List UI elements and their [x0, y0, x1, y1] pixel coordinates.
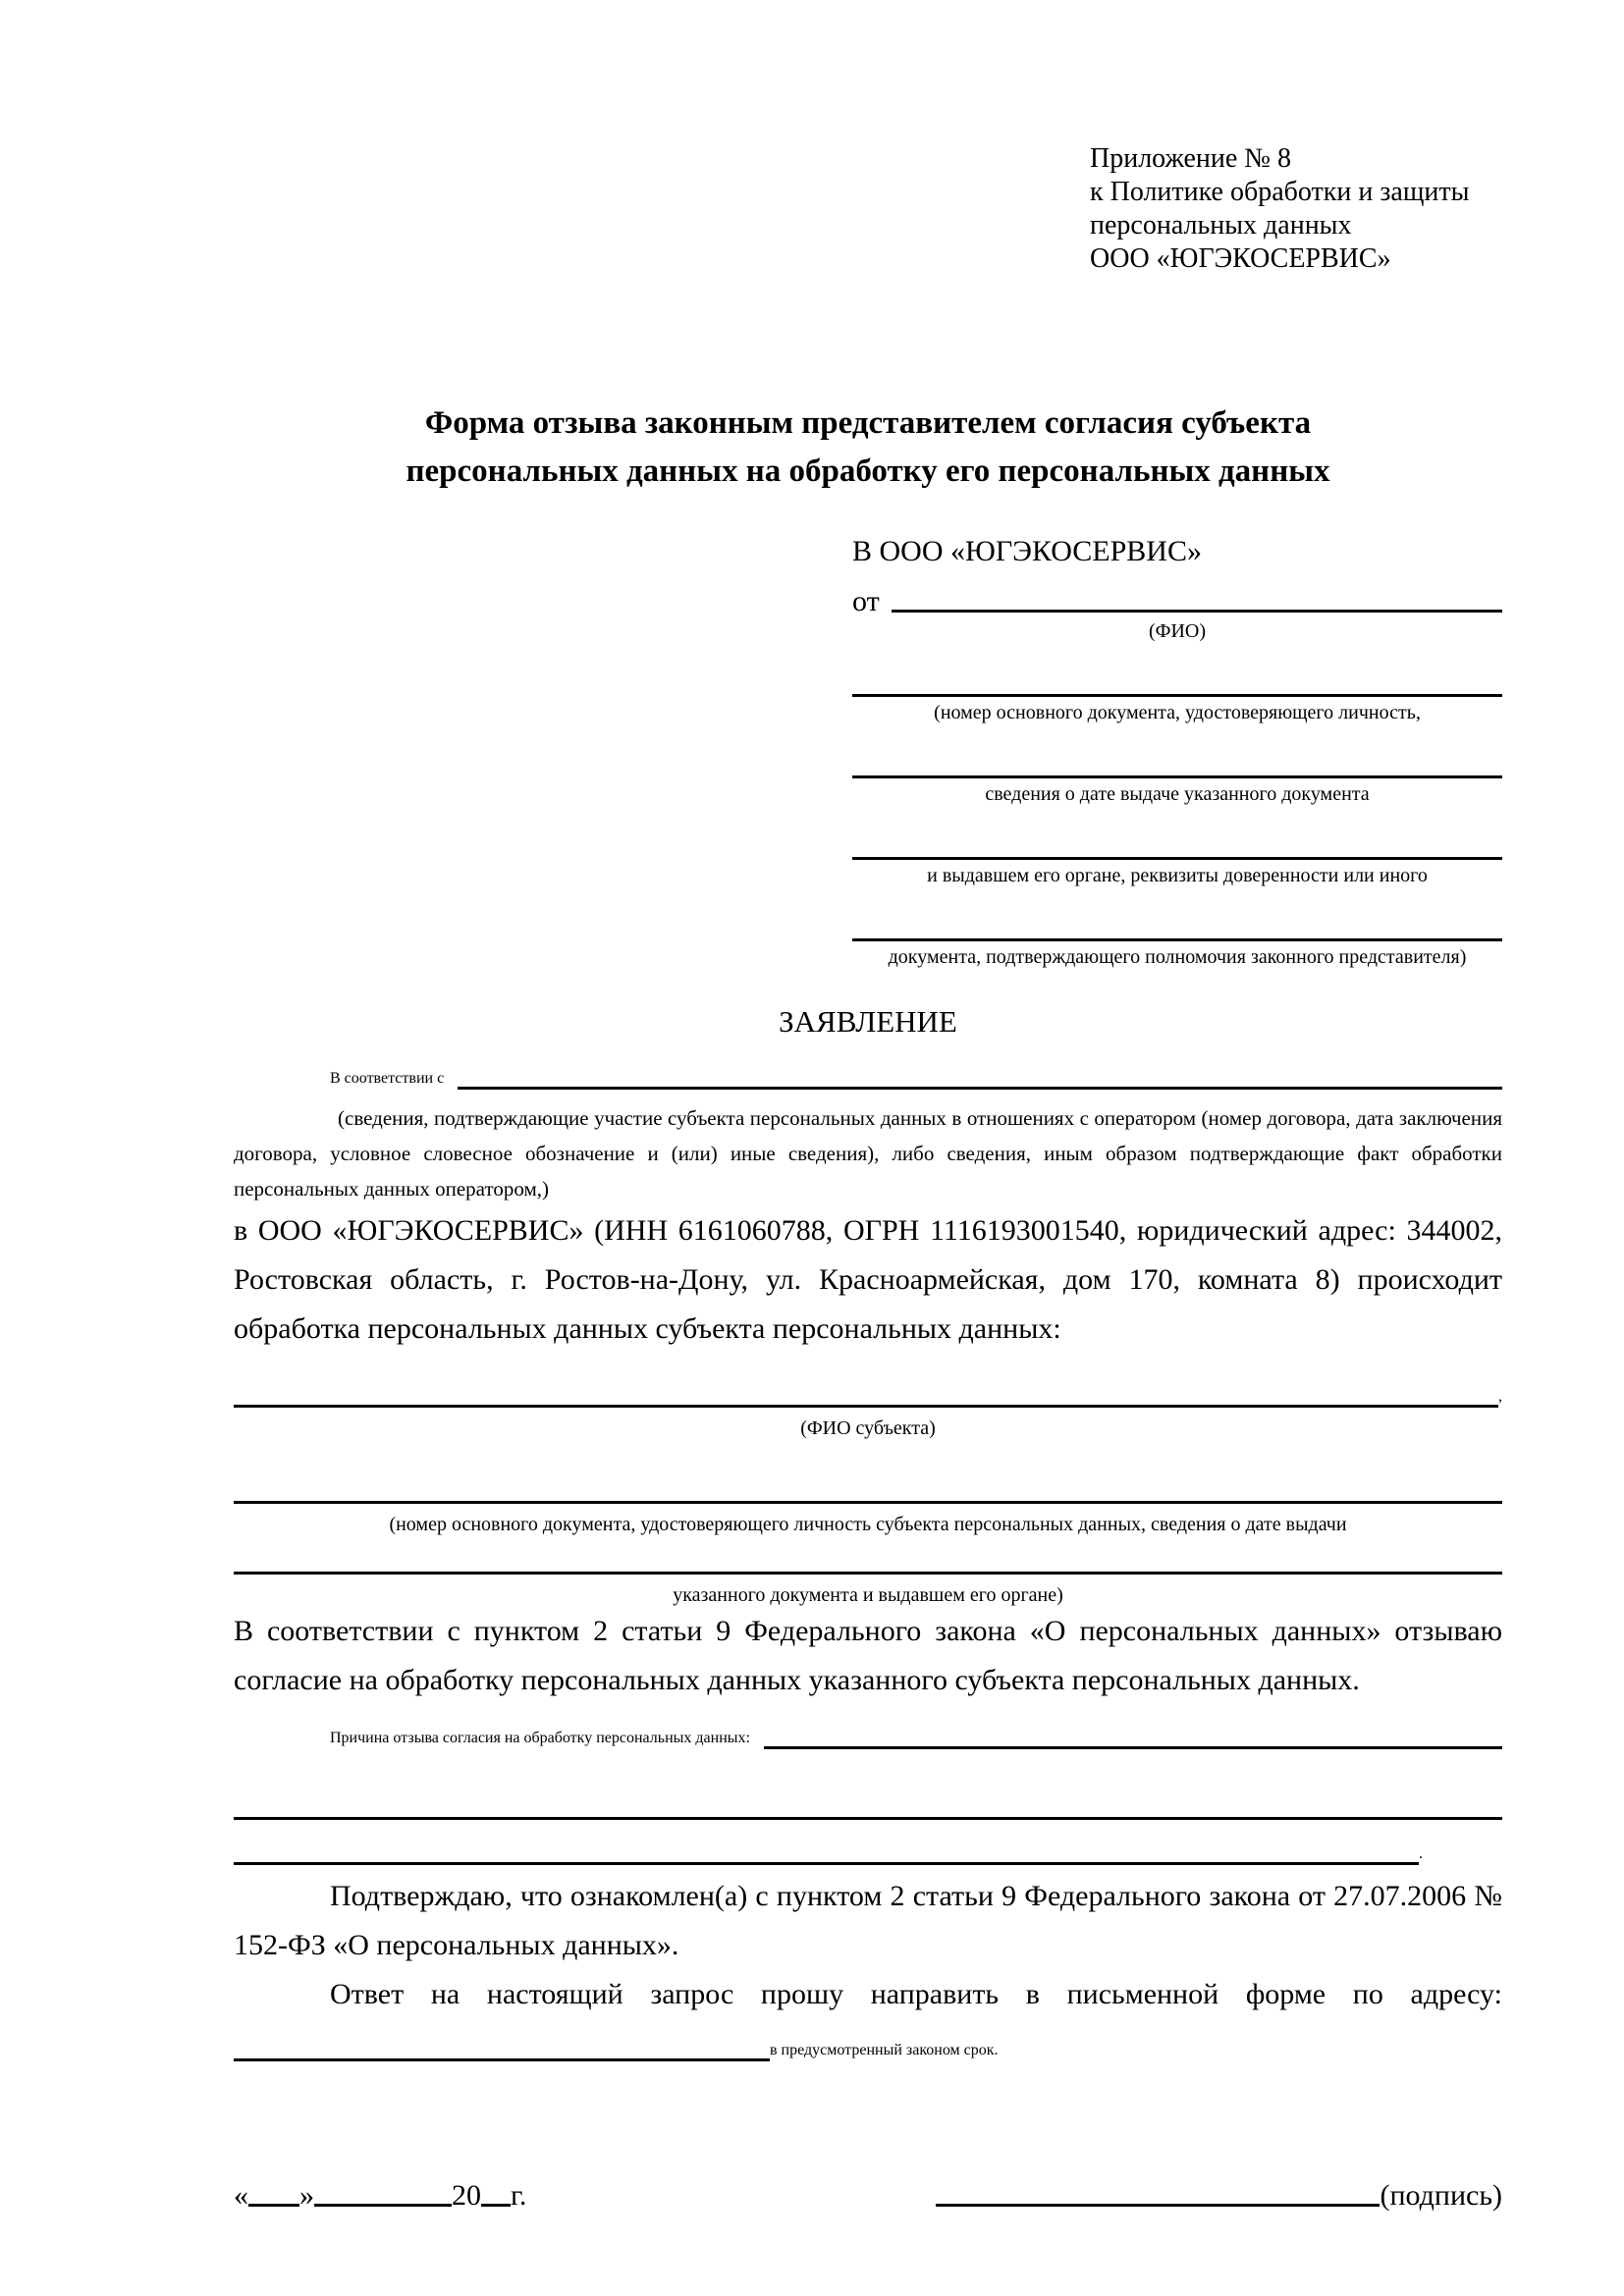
- subject-fio-comma: ,: [1498, 1388, 1502, 1405]
- subject-fio-caption: (ФИО субъекта): [800, 1417, 936, 1439]
- date-month-blank: [314, 2204, 452, 2207]
- addressee-to: В ООО «ЮГЭКОСЕРВИС»: [852, 535, 1202, 567]
- date-year-prefix: 20: [452, 2179, 481, 2212]
- date-quote-open: «: [234, 2179, 248, 2212]
- issuer-caption: и выдавшем его органе, реквизиты доверенности или иного: [927, 865, 1428, 886]
- reason-period: .: [1419, 1845, 1423, 1862]
- subject-doc-blank-line-2: [234, 1572, 1502, 1575]
- reply-request-line-1: Ответ на настоящий запрос прошу направить в письменной форме по адресу:: [330, 1978, 1502, 2010]
- reply-request-line-2: [234, 2019, 1502, 2068]
- withdrawal-paragraph: В соответствии с пунктом 2 статьи 9 Федерального закона «О персональных данных» отзываю согласие на обработку персональных данных указанного субъекта персональных данных.: [234, 1615, 1502, 1696]
- fio-blank-line: [892, 610, 1502, 613]
- subject-doc-caption-1: (номер основного документа, удостоверяющего личность субъекта персональных данных, сведения о дате выдачи: [389, 1514, 1347, 1535]
- according-label: В соответствии с: [330, 1070, 445, 1087]
- annex-header: [1090, 142, 1502, 276]
- reply-request-suffix: в предусмотренный законом срок.: [770, 2042, 999, 2058]
- fio-caption: (ФИО): [1148, 620, 1206, 642]
- doc-number-blank-line: [852, 643, 1502, 697]
- operator-paragraph: в ООО «ЮГЭКОСЕРВИС» (ИНН 6161060788, ОГРН 1116193001540, юридический адрес: 344002, Ростовская область, г. Ростов-на-Дону, ул. Красноармейская, дом 170, комната 8) происходит обработка персональных данных субъекта персональных данных:: [234, 1214, 1502, 1345]
- date-group: [234, 2170, 526, 2214]
- reason-label: Причина отзыва согласия на обработку персональных данных:: [330, 1730, 750, 1746]
- authority-blank-line: [852, 887, 1502, 941]
- subject-doc-row-1: [234, 1466, 1502, 1511]
- authority-caption: документа, подтверждающего полномочия законного представителя): [888, 946, 1467, 968]
- title-line-1: Форма отзыва законным представителем согласия субъекта: [424, 405, 1312, 441]
- confirmation-paragraph: Подтверждаю, что ознакомлен(а) с пунктом 2 статьи 9 Федерального закона от 27.07.2006 № 152-ФЗ «О персональных данных».: [234, 1880, 1502, 1961]
- subject-fio-row: [234, 1369, 1502, 1415]
- reason-blank-line-3: [234, 1862, 1419, 1865]
- subject-fio-blank-line: [234, 1405, 1498, 1408]
- document-title: [234, 400, 1502, 496]
- annex-line-2: к Политике обработки и защиты: [1090, 177, 1470, 207]
- annex-line-4: ООО «ЮГЭКОСЕРВИС»: [1090, 243, 1391, 274]
- signature-caption: (подпись): [1380, 2179, 1502, 2212]
- signature-group: [936, 2170, 1502, 2214]
- reason-extra-row-1: [234, 1782, 1502, 1827]
- according-row: [234, 1049, 1502, 1096]
- annex-line-3: персональных данных: [1090, 210, 1352, 240]
- signature-blank-line: [936, 2204, 1380, 2207]
- date-year-blank: [481, 2204, 511, 2207]
- subject-doc-blank-line-1: [234, 1501, 1502, 1504]
- according-caption: (сведения, подтверждающие участие субъекта персональных данных в отношениях с оператором (номер договора, дата заключения договора, условное словесное обозначение и (или) иные сведения), либо сведения, иным образом подтверждающие факт обработки персональных данных оператором,): [234, 1106, 1502, 1201]
- reason-row: [234, 1707, 1502, 1756]
- issue-date-caption: сведения о дате выдаче указанного документа: [985, 783, 1370, 805]
- date-day-blank: [248, 2204, 299, 2207]
- subject-doc-caption-2: указанного документа и выдавшем его органе): [673, 1584, 1063, 1606]
- reason-blank-line: [764, 1746, 1502, 1749]
- title-line-2: персональных данных на обработку его персональных данных: [406, 454, 1330, 489]
- footer-row: [234, 2170, 1502, 2214]
- reason-extra-row-2: [234, 1827, 1502, 1872]
- issuer-blank-line: [852, 806, 1502, 860]
- according-blank-line: [458, 1087, 1502, 1090]
- date-year-suffix: г.: [511, 2179, 527, 2212]
- from-label: от: [852, 585, 880, 617]
- subject-doc-row-2: [234, 1536, 1502, 1581]
- addressee-block: [852, 533, 1502, 969]
- date-quote-close: »: [299, 2179, 314, 2212]
- reason-blank-line-2: [234, 1817, 1502, 1820]
- statement-heading: ЗАЯВЛЕНИЕ: [779, 1004, 957, 1039]
- issue-date-blank-line: [852, 724, 1502, 778]
- doc-number-caption: (номер основного документа, удостоверяющего личность,: [934, 702, 1421, 723]
- annex-line-1: Приложение № 8: [1090, 143, 1291, 174]
- from-row: [852, 576, 1502, 619]
- reply-address-blank-line: [234, 2058, 770, 2061]
